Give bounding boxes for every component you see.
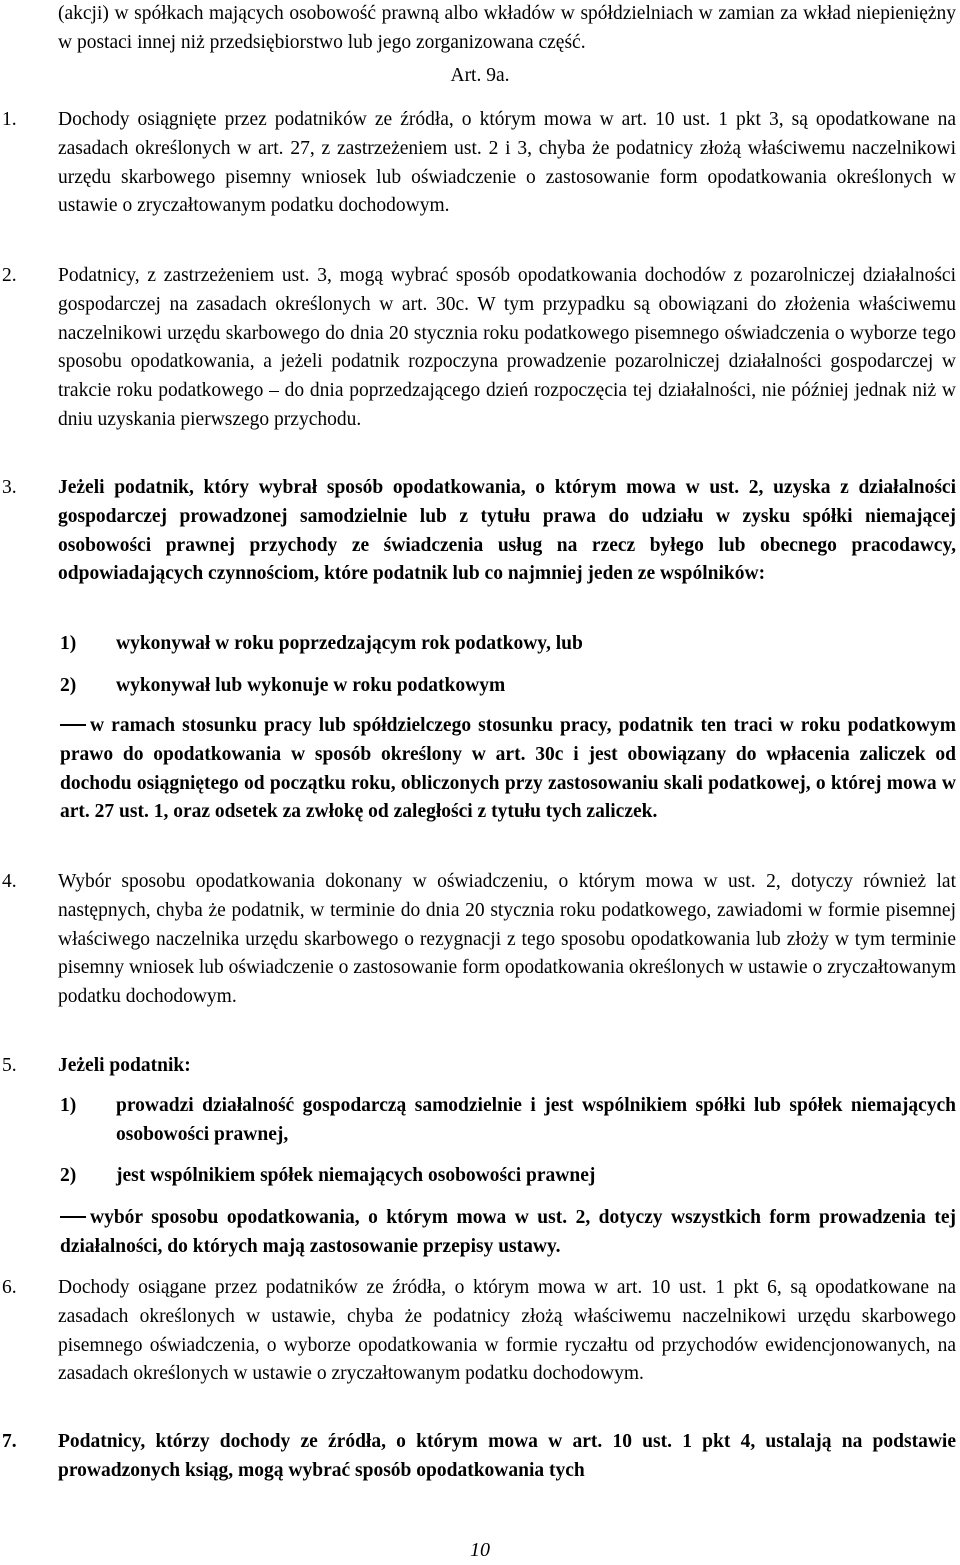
subitem-number: 2) bbox=[60, 1165, 77, 1186]
intro-paragraph: (akcji) w spółkach mających osobowość prawną albo wkładów w spółdzielniach w zamian za wkład niepieniężny w postaci innej niż przedsiębiorstwo lub jego zorganizowana część. bbox=[58, 3, 956, 53]
article-title: Art. 9a. bbox=[450, 65, 510, 86]
subitem-text: jest wspólnikiem spółek niemających osobowości prawnej bbox=[116, 1165, 596, 1186]
subitem-number: 2) bbox=[60, 675, 77, 696]
dash-mark bbox=[60, 724, 86, 726]
dash-paragraph bbox=[60, 712, 956, 827]
page-number: 10 bbox=[470, 1539, 490, 1561]
item-text: Wybór sposobu opodatkowania dokonany w oświadczeniu, o którym mowa w ust. 2, dotyczy również lat następnych, chyba że podatnik, w terminie do dnia 20 stycznia roku podatkowego, zawiadomi w formie pisemnej właściwego naczelnika urzędu skarbowego o rezygnacji z tego sposobu opodatkowania lub złoży w tym terminie pisemny wniosek lub oświadczenie o zastosowanie form opodatkowania określonych w ustawie o zryczałtowanym podatku dochodowym. bbox=[58, 871, 956, 1008]
subitem-text: prowadzi działalność gospodarczą samodzielnie i jest wspólnikiem spółki lub spółek niemających osobowości prawnej, bbox=[116, 1095, 956, 1145]
subitem-text: wykonywał w roku poprzedzającym rok podatkowy, lub bbox=[116, 633, 583, 654]
dash-text: w ramach stosunku pracy lub spółdzielczego stosunku pracy, podatnik ten traci w roku podatkowym prawo do opodatkowania w sposób określony w art. 30c i jest obowiązany do wpłacenia zaliczek od dochodu osiągniętego od początku roku, obliczonych przy zastosowaniu skali podatkowej, o której mowa w art. 27 ust. 1, oraz odsetek za zwłokę od zaległości z tytułu tych zaliczek. bbox=[60, 715, 956, 823]
item-number: 7. bbox=[2, 1431, 17, 1452]
subitem-number: 1) bbox=[60, 633, 77, 654]
item-number: 3. bbox=[2, 477, 17, 498]
item-number: 2. bbox=[2, 265, 17, 286]
dash-text: wybór sposobu opodatkowania, o którym mowa w ust. 2, dotyczy wszystkich form prowadzenia tej działalności, do których mają zastosowanie przepisy ustawy. bbox=[60, 1207, 956, 1257]
dash-paragraph bbox=[60, 1204, 956, 1262]
item-text: Podatnicy, którzy dochody ze źródła, o którym mowa w art. 10 ust. 1 pkt 4, ustalają na podstawie prowadzonych ksiąg, mogą wybrać sposób opodatkowania tych bbox=[58, 1431, 956, 1481]
item-text: Jeżeli podatnik, który wybrał sposób opodatkowania, o którym mowa w ust. 2, uzyska z działalności gospodarczej prowadzonej samodzielnie lub z tytułu prawa do udziału w zysku spółki niemającej osobowości prawnej przychody ze świadczenia usług na rzecz byłego lub obecnego pracodawcy, odpowiadających czynnościom, które podatnik lub co najmniej jeden ze wspólników: bbox=[58, 477, 956, 585]
item-text: Jeżeli podatnik: bbox=[58, 1055, 191, 1076]
item-number: 1. bbox=[2, 109, 17, 130]
item-text: Podatnicy, z zastrzeżeniem ust. 3, mogą wybrać sposób opodatkowania dochodów z pozarolniczej działalności gospodarczej na zasadach określonych w art. 30c. W tym przypadku są obowiązani do złożenia właściwemu naczelnikowi urzędu skarbowego do dnia 20 stycznia roku podatkowego pisemnego oświadczenia o wyborze tego sposobu opodatkowania, a jeżeli podatnik rozpoczyna prowadzenie pozarolniczej działalności gospodarczej w trakcie roku podatkowego – do dnia poprzedzającego dzień rozpoczęcia tej działalności, nie później jednak niż w dniu uzyskania pierwszego przychodu. bbox=[58, 265, 956, 430]
subitem-text: wykonywał lub wykonuje w roku podatkowym bbox=[116, 675, 506, 696]
item-number: 6. bbox=[2, 1277, 17, 1298]
item-number: 5. bbox=[2, 1055, 17, 1076]
item-number: 4. bbox=[2, 871, 17, 892]
item-text: Dochody osiągnięte przez podatników ze źródła, o którym mowa w art. 10 ust. 1 pkt 3, są opodatkowane na zasadach określonych w art. 27, z zastrzeżeniem ust. 2 i 3, chyba że podatnicy złożą właściwemu naczelnikowi urzędu skarbowego pisemny wniosek lub oświadczenie o zastosowanie form opodatkowania określonych w ustawie o zryczałtowanym podatku dochodowym. bbox=[58, 109, 956, 217]
item-text: Dochody osiągane przez podatników ze źródła, o którym mowa w art. 10 ust. 1 pkt 6, są opodatkowane na zasadach określonych w ustawie, chyba że podatnicy złożą właściwemu naczelnikowi urzędu skarbowego pisemnego oświadczenia, o wyborze opodatkowania w formie ryczałtu od przychodów ewidencjonowanych, na zasadach określonych w ustawie o zryczałtowanym podatku dochodowym. bbox=[58, 1277, 956, 1385]
subitem-number: 1) bbox=[60, 1095, 77, 1116]
dash-mark bbox=[60, 1216, 86, 1218]
